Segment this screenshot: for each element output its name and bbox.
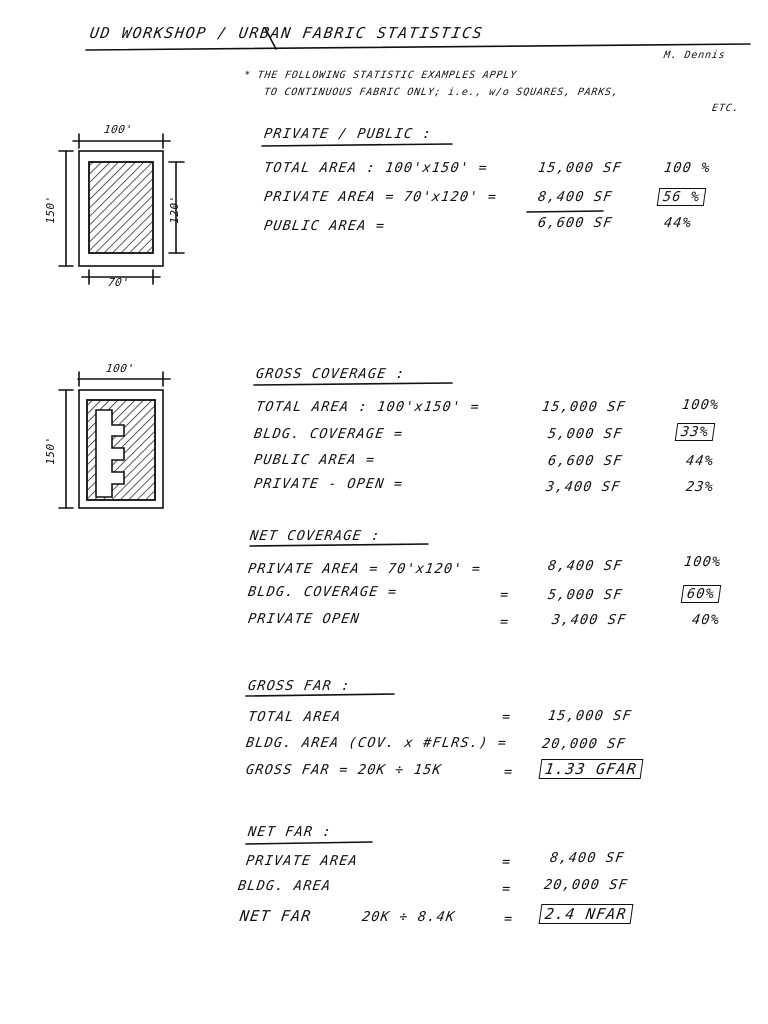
gc-row-2-value: 5,000 SF (546, 426, 624, 442)
nc-row-2-eq: = (498, 587, 511, 603)
underline-private-public (262, 144, 452, 146)
nc-row-1-label: PRIVATE AREA = 70'x120' = (246, 561, 483, 577)
gf-row-2-value: 20,000 SF (540, 736, 628, 752)
diagram-2-coverage-plan (59, 372, 170, 508)
heading-gross-coverage: GROSS COVERAGE : (254, 366, 407, 382)
nc-row-3-pct: 40% (690, 612, 722, 628)
note-line-1: * THE FOLLOWING STATISTIC EXAMPLES APPLY (243, 70, 518, 81)
nc-row-1-pct: 100% (682, 554, 723, 570)
gf-row-2-label: BLDG. AREA (COV. x #FLRS.) = (244, 735, 509, 751)
page-title: UD WORKSHOP / URBAN FABRIC STATISTICS (88, 24, 485, 42)
nc-row-2-pct-boxed: 60% (681, 585, 722, 603)
pp-row-3-pct: 44% (662, 215, 694, 231)
gf-row-3-label: GROSS FAR = 20K ÷ 15K (244, 762, 444, 778)
nf-row-2-eq: = (500, 881, 513, 897)
nf-row-1-label: PRIVATE AREA (244, 853, 360, 869)
nf-row-3-calc: 20K ÷ 8.4K (360, 909, 457, 925)
pp-row-2-pct-boxed: 56 % (657, 188, 707, 206)
nc-row-1-value: 8,400 SF (546, 558, 624, 574)
nc-row-2-value: 5,000 SF (546, 587, 624, 603)
gf-row-1-value: 15,000 SF (546, 708, 634, 724)
heading-private-public: PRIVATE / PUBLIC : (262, 126, 434, 142)
diagram-2-top-dim: 100' (105, 362, 136, 375)
pp-row-3-label: PUBLIC AREA = (262, 218, 387, 234)
title-underline (86, 44, 750, 50)
pp-row-1-label: TOTAL AREA : 100'x150' = (262, 160, 489, 176)
gc-row-4-pct: 23% (684, 479, 716, 495)
gross-far-result-boxed: 1.33 GFAR (539, 759, 644, 779)
gc-row-4-value: 3,400 SF (544, 479, 622, 495)
gc-row-2-pct-boxed: 33% (675, 423, 716, 441)
nf-row-1-value: 8,400 SF (548, 850, 626, 866)
note-line-2: TO CONTINUOUS FABRIC ONLY; i.e., w/o SQUARES, PARKS, (263, 87, 620, 98)
underline-net-far (246, 842, 372, 844)
sum-rule (527, 211, 603, 212)
gc-row-1-label: TOTAL AREA : 100'x150' = (254, 399, 481, 415)
nc-row-2-label: BLDG. COVERAGE = (246, 584, 399, 600)
gc-row-2-label: BLDG. COVERAGE = (252, 426, 405, 442)
pp-row-2-value: 8,400 SF (536, 189, 614, 205)
nc-row-3-label: PRIVATE OPEN (246, 611, 362, 627)
gf-row-3-eq: = (502, 764, 515, 780)
diagram-1-lot-plan (59, 134, 184, 284)
underline-gross-coverage (254, 383, 452, 385)
nf-row-2-label: BLDG. AREA (236, 878, 333, 894)
diagram-1-right-dim: 120' (167, 195, 181, 224)
heading-gross-far: GROSS FAR : (246, 678, 352, 694)
nf-row-1-eq: = (500, 854, 513, 870)
gc-row-1-value: 15,000 SF (540, 399, 628, 415)
nf-row-2-value: 20,000 SF (542, 877, 630, 893)
diagram-1-top-dim: 100' (103, 123, 134, 136)
nc-row-3-eq: = (498, 614, 511, 630)
author-signature: M. Dennis (663, 50, 727, 61)
gc-row-3-label: PUBLIC AREA = (252, 452, 377, 468)
nf-row-3-label: NET FAR (238, 907, 313, 925)
nf-row-3-eq: = (502, 911, 515, 927)
gc-row-4-label: PRIVATE - OPEN = (252, 476, 405, 492)
gc-row-3-pct: 44% (684, 453, 716, 469)
gc-row-1-pct: 100% (680, 397, 721, 413)
nc-row-3-value: 3,400 SF (550, 612, 628, 628)
underline-net-coverage (250, 544, 428, 546)
gf-row-1-eq: = (500, 709, 513, 725)
diagram-2-left-dim: 150' (43, 436, 57, 465)
net-far-result-boxed: 2.4 NFAR (539, 904, 634, 924)
gf-row-1-label: TOTAL AREA (246, 709, 343, 725)
note-line-3: ETC. (711, 103, 741, 114)
heading-net-far: NET FAR : (246, 824, 334, 840)
pp-row-1-pct: 100 % (662, 160, 712, 176)
diagram-1-bottom-dim: 70' (107, 276, 131, 289)
heading-net-coverage: NET COVERAGE : (248, 528, 382, 544)
pp-row-2-label: PRIVATE AREA = 70'x120' = (262, 189, 499, 205)
pp-row-1-value: 15,000 SF (536, 160, 624, 176)
gc-row-3-value: 6,600 SF (546, 453, 624, 469)
underline-gross-far (246, 694, 394, 696)
pp-row-3-value: 6,600 SF (536, 215, 614, 231)
diagram-1-left-dim: 150' (43, 195, 57, 224)
